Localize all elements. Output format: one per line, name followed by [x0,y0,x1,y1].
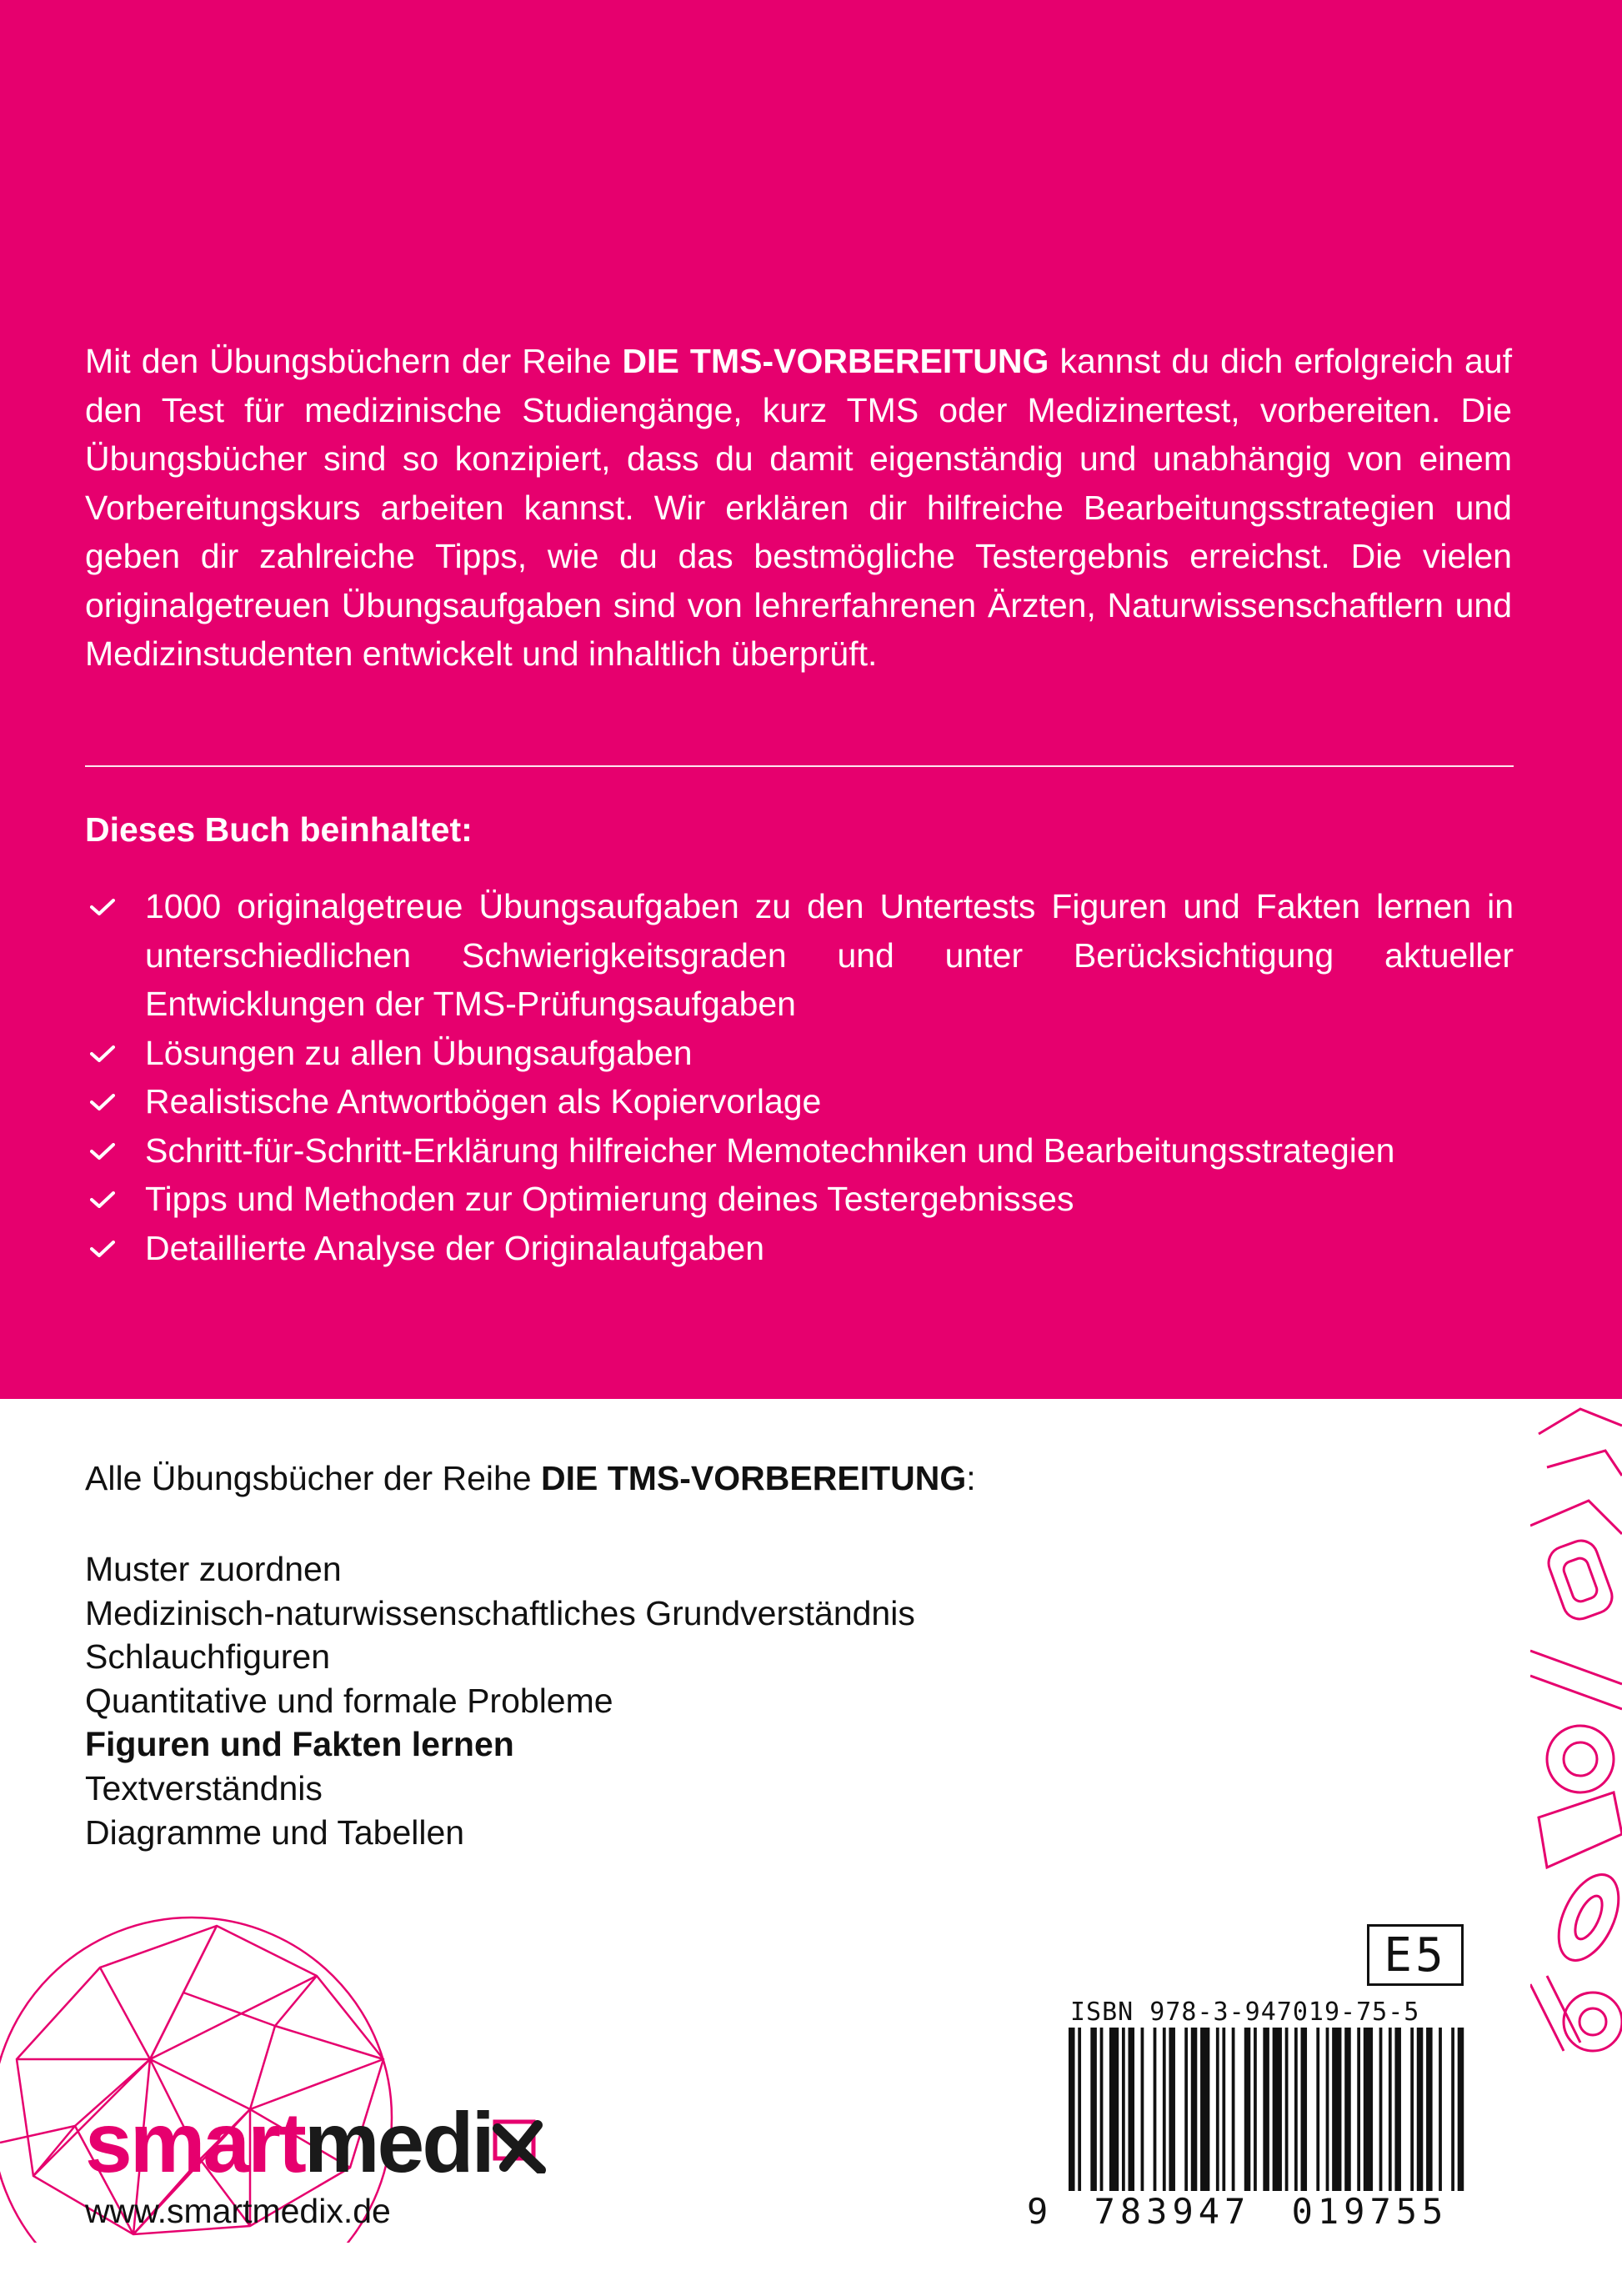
series-title: Quantitative und formale Probleme [85,1681,613,1720]
logo-text-medi: medi [303,2095,493,2190]
feature-item [85,1224,1514,1273]
intro-text-rest: kannst du dich erfolgreich auf den Test für medizinische Studiengänge, kurz TMS oder Medizinertest, vorbereiten. Die Übungsbücher sind so konzipiert, dass du damit eigenständig und unabhängig von einem Vorbereitungskurs arbeiten kannst. Wir erklären dir hilfreiche Bearbeitungsstrategien und geben dir zahlreiche Tipps, wie du das bestmögliche Testergebnis erreichst. Die vielen originalgetreuen Übungsaufgaben sind von lehrerfahrenen Ärzten, Naturwissenschaftlern und Medizinstudenten entwickelt und inhaltlich überprüft. [85,342,1512,673]
smartmedix-logo [85,2095,546,2190]
series-title-current: Figuren und Fakten lernen [85,1725,514,1764]
series-name-bold: DIE TMS-VORBEREITUNG [622,342,1049,380]
barcode-icon [1069,2028,1467,2191]
feature-item [85,1029,1514,1078]
intro-paragraph [85,337,1512,679]
isbn-label: ISBN 978-3-947019-75-5 [1070,1998,1420,2027]
decorative-pattern-right [1530,1401,1622,2068]
checkmark-icon [90,1241,115,1257]
series-intro-colon: : [966,1459,976,1497]
logo-text-smart: smart [85,2095,304,2190]
feature-text: Tipps und Methoden zur Optimierung deines Testergebnisses [145,1180,1074,1218]
series-intro [85,1459,976,1498]
barcode-digits-right: 019755 [1291,2191,1449,2232]
website-url: www.smartmedix.de [85,2192,391,2230]
intro-text-start: Mit den Übungsbüchern der Reihe [85,342,623,380]
feature-text: 1000 originalgetreue Übungsaufgaben zu den Untertests Figuren und Fakten lernen in unterschiedlichen Schwierigkeitsgraden und unter Berücksichtigung aktueller Entwicklungen der TMS-Prüfungsaufgaben [145,887,1514,1023]
series-title: Muster zuordnen [85,1550,342,1588]
checkmark-icon [90,1191,115,1208]
checkmark-icon [90,1045,115,1062]
barcode-digits [1027,2191,1477,2232]
price-code-box: E5 [1367,1924,1464,1986]
checkmark-icon [90,1143,115,1160]
series-title-list [85,1547,915,1854]
checkmark-icon [90,899,115,915]
checkmark-icon [90,1094,115,1110]
series-title: Schlauchfiguren [85,1637,331,1677]
feature-item [85,1175,1514,1224]
contents-heading: Dieses Buch beinhaltet: [85,810,473,849]
section-divider [85,765,1514,767]
barcode-digit-first: 9 [1027,2191,1054,2232]
series-intro-bold: DIE TMS-VORBEREITUNG [541,1459,967,1497]
polygon-sphere-graphic [0,1892,433,2243]
feature-text: Detaillierte Analyse der Originalaufgaben [145,1228,765,1267]
feature-item [85,1126,1514,1176]
feature-item [85,1077,1514,1126]
feature-text: Realistische Antwortbögen als Kopiervorlage [145,1082,822,1120]
series-title: Diagramme und Tabellen [85,1812,465,1852]
series-intro-text: Alle Übungsbücher der Reihe [85,1459,541,1497]
feature-item [85,882,1514,1029]
feature-text: Schritt-für-Schritt-Erklärung hilfreicher Memotechniken und Bearbeitungsstrategien [145,1130,1395,1170]
feature-text: Lösungen zu allen Übungsaufgaben [145,1033,693,1072]
barcode-digits-left: 783947 [1094,2191,1251,2232]
series-title: Medizinisch-naturwissenschaftliches Grundverständnis [85,1593,915,1632]
x-mark-icon [493,2103,546,2161]
series-title: Textverständnis [85,1768,323,1807]
feature-list [85,882,1514,1272]
